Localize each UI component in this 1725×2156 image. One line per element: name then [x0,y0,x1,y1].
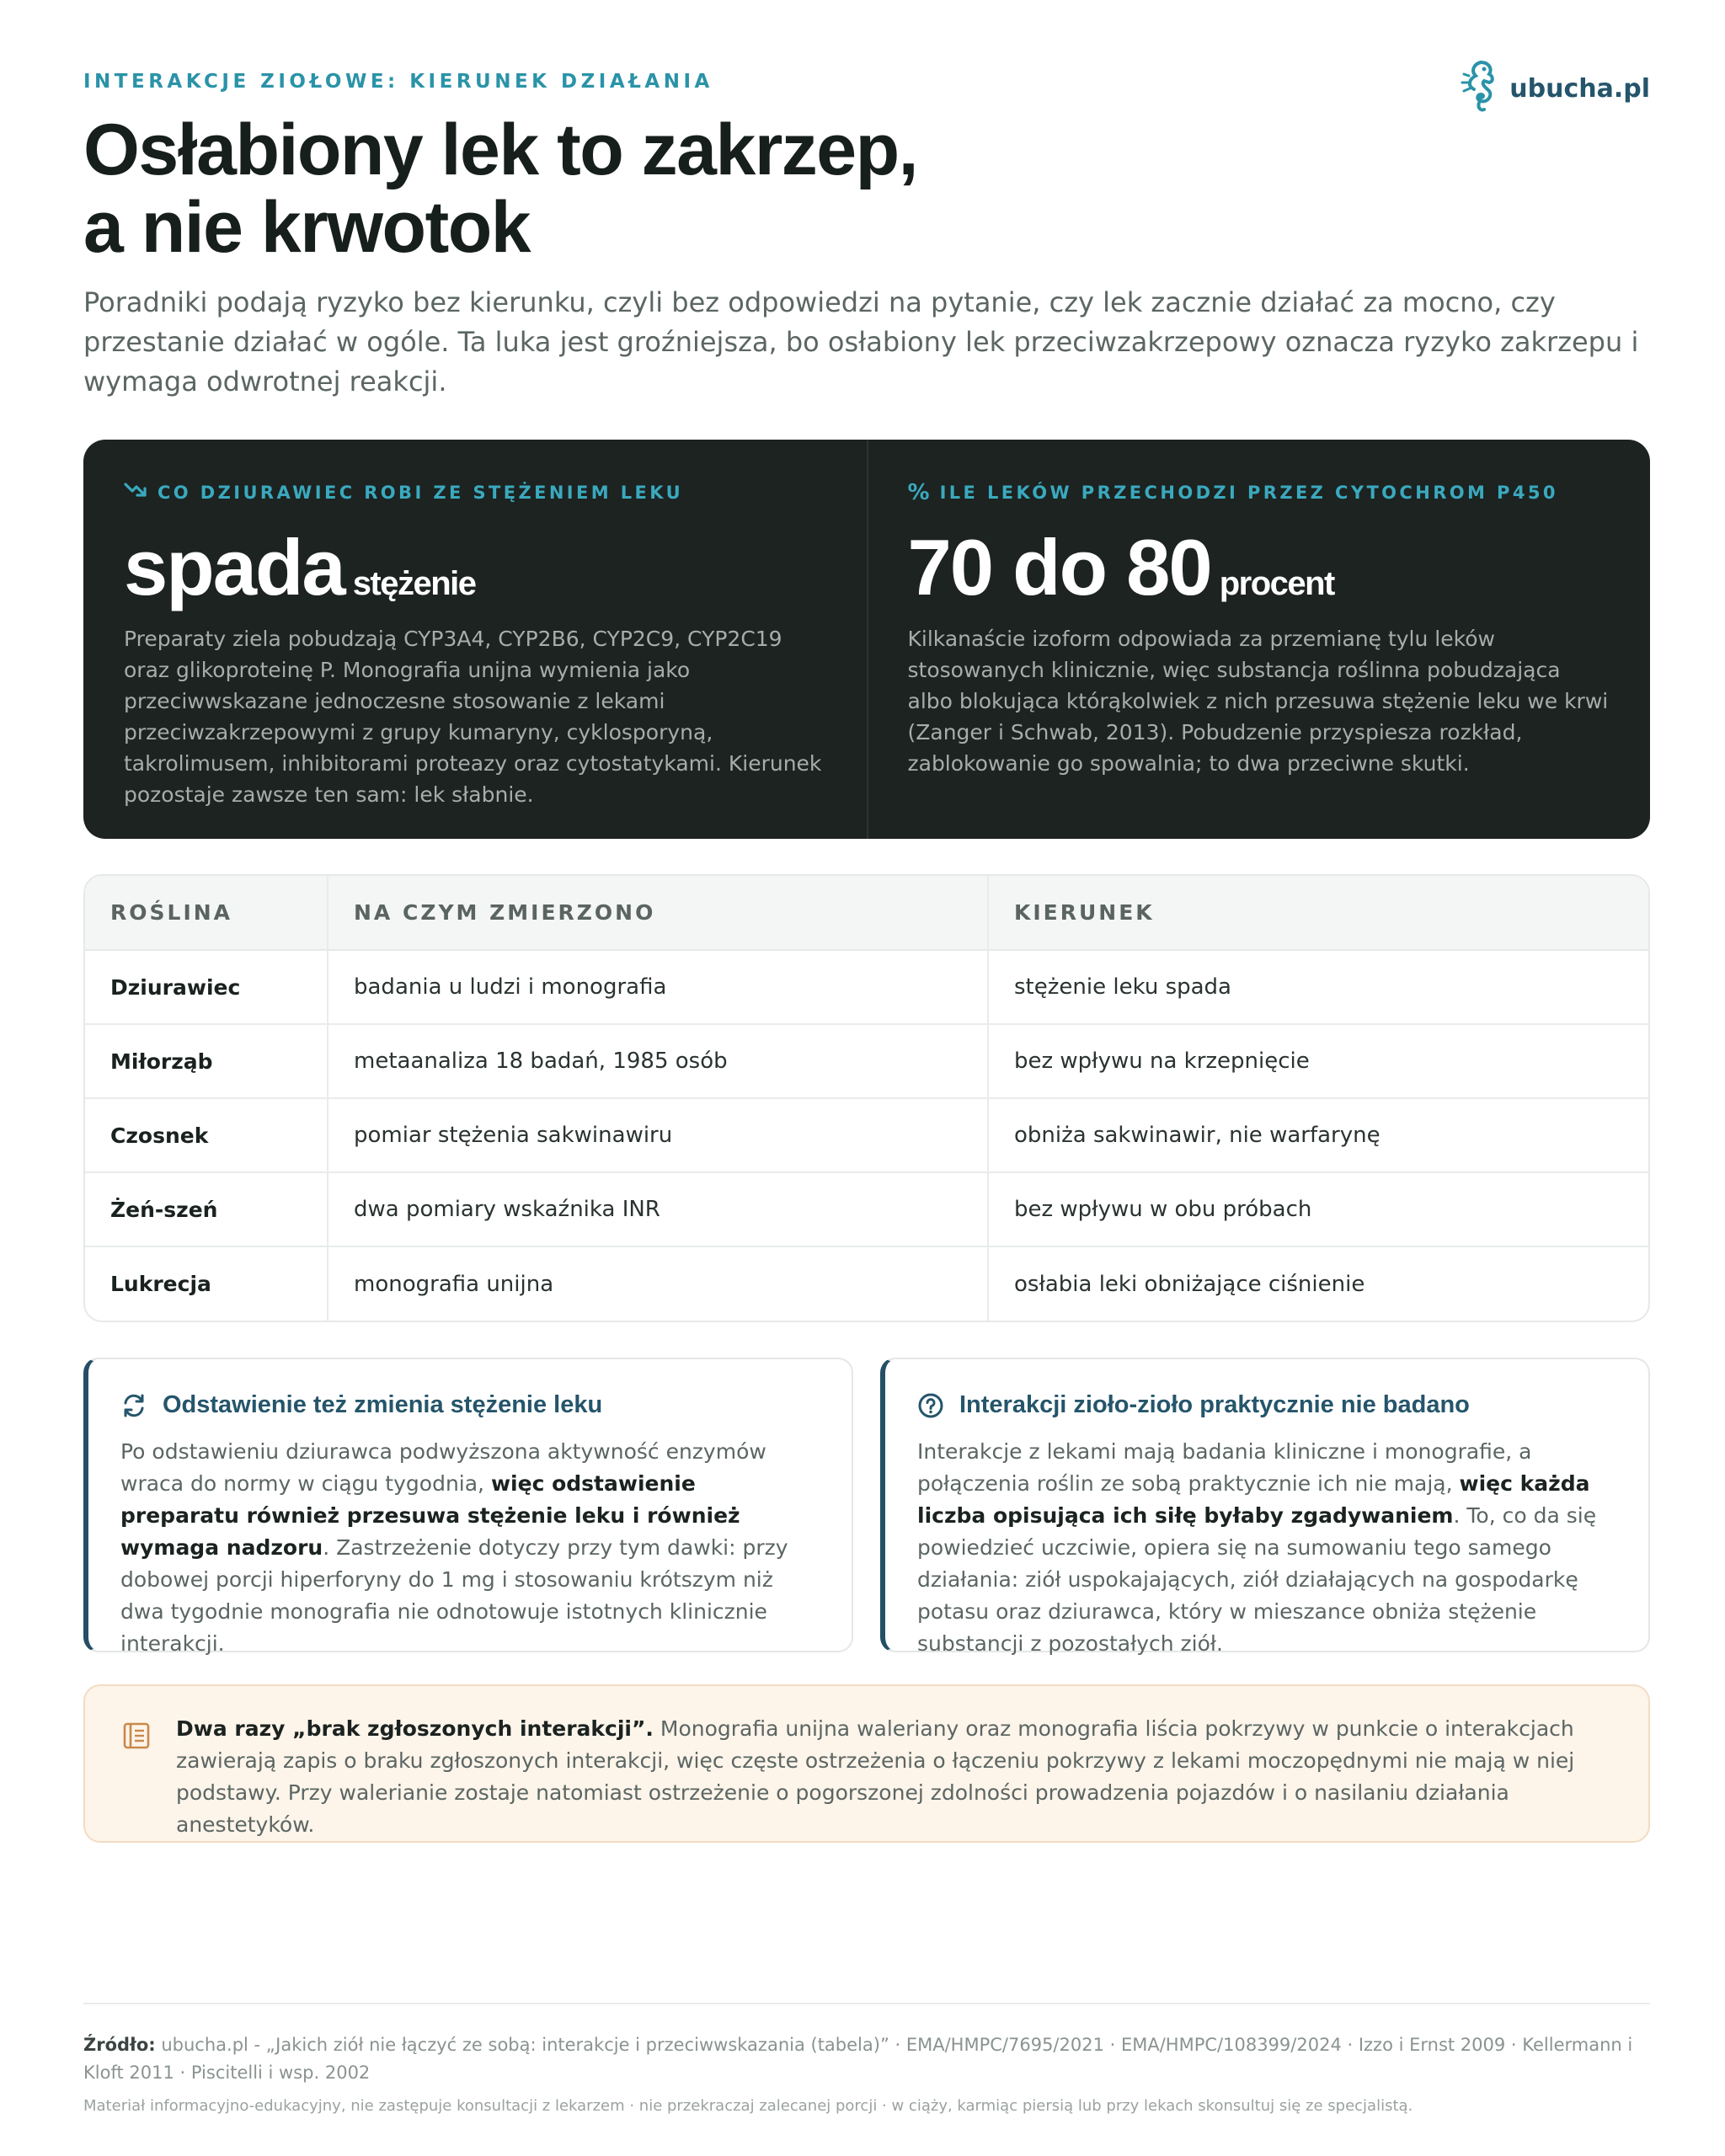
title-line-2: a nie krwotok [83,187,531,268]
callout-title-text: Odstawienie też zmienia stężenie leku [163,1391,603,1418]
callout-herb-herb [880,1358,1650,1656]
title-line-1: Osłabiony lek to zakrzep, [83,109,918,190]
footer-disclaimer: Materiał informacyjno-edukacyjny, nie zastępuje konsultacji z lekarzem · nie przekraczaj zalecanej porcji · w ciąży, karmiąc piersią lub przy lekach skonsultuj się ze specjalistą. [83,2097,1413,2115]
table-header-row [85,876,1648,950]
callout-text: Interakcje z lekami mają badania kliniczne i monografie, a połączenia roślin ze sobą praktycznie ich nie mają, więc każda liczba opisująca ich siłę byłaby zgadywaniem. To, co da się powiedzieć uczciwie, opiera się na sumowaniu tego samego działania: ziół uspokajających, ziół działających na gospodarkę potasu oraz dziurawca, który w mieszance obniża stężenie substancji z pozostałych ziół. [917,1439,1597,1656]
eyebrow-label: INTERAKCJE ZIOŁOWE: KIERUNEK DZIAŁANIA [83,71,713,93]
stat-cyp450 [867,440,1651,839]
trend-down-icon [124,480,147,505]
cell-measured: pomiar stężenia sakwinawiru [328,1098,988,1172]
infographic-page [83,0,1650,2156]
cell-plant: Żeń-szeń [85,1172,328,1246]
brand-logo[interactable] [1455,59,1650,119]
callout-withdrawal [83,1358,853,1656]
stat-label-text: CO DZIURAWIEC ROBI ZE STĘŻENIEM LEKU [158,483,684,503]
cell-plant: Czosnek [85,1098,328,1172]
stat-value [907,523,1612,611]
callout-text: Po odstawieniu dziurawca podwyższona aktywność enzymów wraca do normy w ciągu tygodnia, więc odstawienie preparatu również przesuwa stężenie leku i również wymaga nadzoru. Zastrzeżenie dotyczy przy tym dawki: przy dobowej porcji hiperforyny do 1 mg i stosowaniu krótszym niż dwa tygodnie monografia nie odnotowuje istotnych klinicznie interakcji. [120,1439,788,1656]
callout-title [120,1391,814,1419]
cell-plant: Dziurawiec [85,950,328,1024]
interactions-table [83,874,1650,1322]
stat-label [124,480,828,505]
stat-label [908,480,1612,505]
callout-title [917,1391,1611,1419]
stat-number: spada [124,523,344,611]
lead-paragraph: Poradniki podają ryzyko bez kierunku, czyli bez odpowiedzi na pytanie, czy lek zacznie działać za mocno, czy przestanie działać w ogóle. Ta luka jest groźniejsza, bo osłabiony lek przeciwzakrzepowy oznacza ryzyko zakrzepu i wymaga odwrotnej reakcji. [83,286,1639,398]
seahorse-logo-icon [1455,59,1498,119]
stat-unit: procent [1219,565,1334,602]
note-box [83,1684,1650,1843]
stat-description: Kilkanaście izoform odpowiada za przemianę tylu leków stosowanych klinicznie, więc substancja roślinna pobudzająca albo blokująca którąkolwiek z nich przesuwa stężenie leku we krwi (Zanger i Schwab, 2013). Pobudzenie przyspiesza rozkład, zablokowanie go spowalnia; to dwa przeciwne skutki. [907,627,1609,776]
brand-name: ubucha.pl [1509,74,1650,104]
cell-direction: stężenie leku spada [1014,974,1231,1000]
cell-measured: dwa pomiary wskaźnika INR [328,1172,988,1246]
stat-label-text: ILE LEKÓW PRZECHODZI PRZEZ CYTOCHROM P450 [939,483,1558,503]
note-text: Dwa razy „brak zgłoszonych interakcji”. Monografia unijna waleriany oraz monografia liścia pokrzywy w punkcie o interakcjach zawierają zapis o braku zgłoszonych interakcji, więc częste ostrzeżenia o łączeniu pokrzywy z lekami moczopędnymi nie mają w niej podstawy. Przy walerianie zostaje natomiast ostrzeżenie o pogorszonej zdolności prowadzenia pojazdów i o nasilaniu działania anestetyków. [176,1716,1575,1837]
cell-plant: Lukrecja [85,1246,328,1321]
table-row [85,950,1648,1024]
cell-direction: obniża sakwinawir, nie warfarynę [988,1098,1648,1172]
stats-panel [83,440,1650,839]
stat-value [124,523,828,611]
cell-direction: bez wpływu w obu próbach [988,1172,1648,1246]
cell-measured: metaanaliza 18 badań, 1985 osób [328,1024,988,1098]
page-title [83,111,1263,266]
stat-number: 70 do 80 [907,523,1211,611]
stat-concentration [83,440,867,839]
column-header-plant: ROŚLINA [85,876,328,950]
document-icon [122,1721,151,1754]
table-row [85,1246,1648,1321]
cell-measured: monografia unijna [328,1246,988,1321]
column-header-measured: NA CZYM ZMIERZONO [328,876,988,950]
stat-unit: stężenie [352,565,476,602]
column-header-direction: KIERUNEK [988,876,1648,950]
table-row [85,1024,1648,1098]
question-circle-icon [917,1392,944,1419]
refresh-icon [120,1392,147,1419]
table-row [85,1172,1648,1246]
percent-icon: % [907,480,930,505]
cell-plant: Miłorząb [85,1024,328,1098]
cell-measured: badania u ludzi i monografia [328,950,988,1024]
cell-direction: osłabia leki obniżające ciśnienie [988,1246,1648,1321]
stat-description: Preparaty ziela pobudzają CYP3A4, CYP2B6, CYP2C9, CYP2C19 oraz glikoproteinę P. Monografia unijna wymienia jako przeciwwskazane jednoczesne stosowanie z lekami przeciwzakrzepowymi z grupy kumaryny, cyklosporyną, takrolimusem, inhibitorami proteazy oraz cytostatykami. Kierunek pozostaje zawsze ten sam: lek słabnie. [124,627,822,807]
footer-source: Źródło: ubucha.pl - „Jakich ziół nie łączyć ze sobą: interakcje i przeciwwskazania (tabela)” · EMA/HMPC/7695/2021 · EMA/HMPC/108399/2024 · Izzo i Ernst 2009 · Kellermann i Kloft 2011 · Piscitelli i wsp. 2002 [83,2035,1633,2083]
footer-divider [83,2003,1650,2004]
table-row [85,1098,1648,1172]
callout-title-text: Interakcji zioło-zioło praktycznie nie badano [959,1391,1470,1418]
cell-direction: bez wpływu na krzepnięcie [988,1024,1648,1098]
